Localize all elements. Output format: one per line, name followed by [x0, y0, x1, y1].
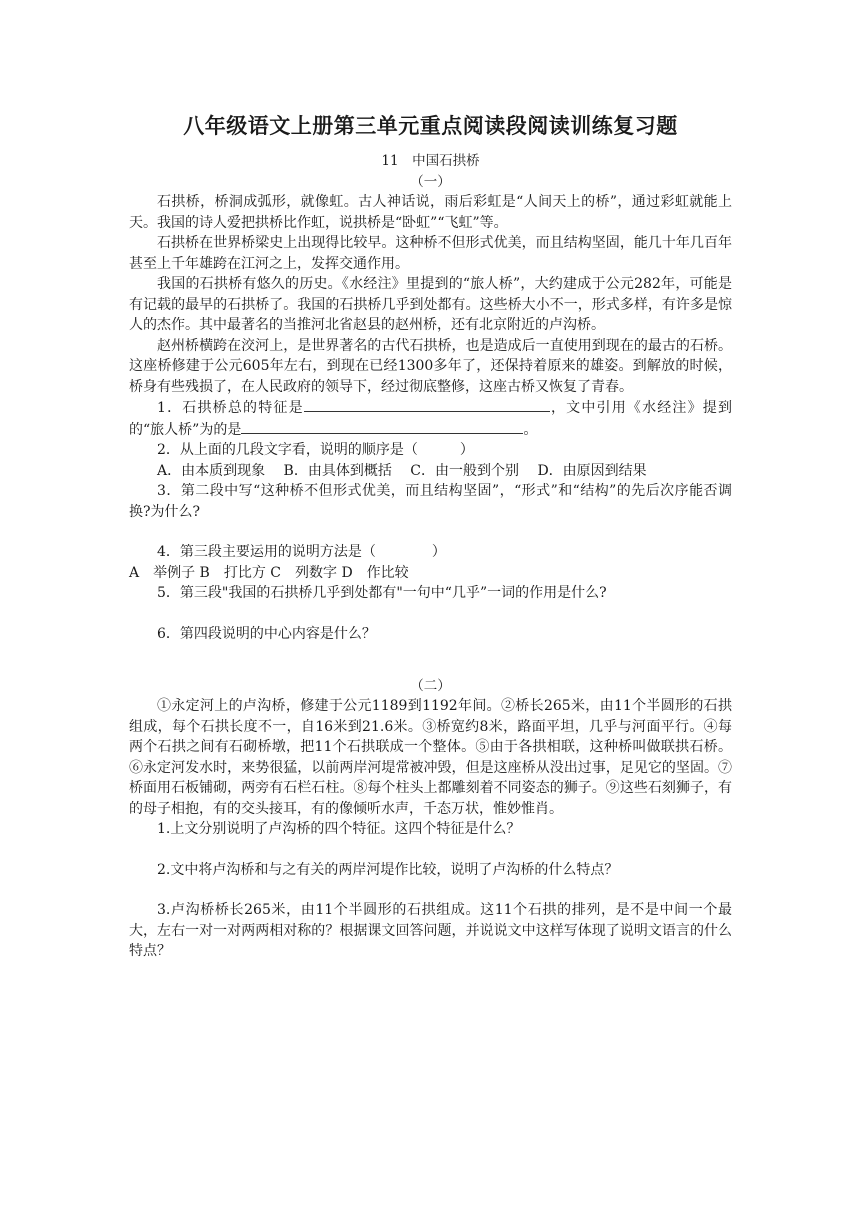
answer-blank[interactable] — [304, 397, 550, 412]
section-2-label: （二） — [410, 678, 451, 694]
passage-1-paragraph-2: 石拱桥在世界桥梁史上出现得比较早。这种桥不但形式优美，而且结构坚固，能几十年几百年甚至上千年雄跨在江河之上，发挥交通作用。 — [129, 235, 732, 272]
question-1-3: 3．第二段中写“这种桥不但形式优美，而且结构坚固”，“形式”和“结构”的先后次序能否调换?为什么? — [129, 483, 732, 520]
question-2-1: 1.上文分别说明了卢沟桥的四个特征。这四个特征是什么？ — [157, 821, 521, 837]
question-1-2: 2．从上面的几段文字看，说明的顺序是（ ） — [157, 442, 474, 458]
answer-space — [129, 604, 732, 624]
question-1-1-end: 。 — [523, 421, 538, 438]
question-2-3: 3.卢沟桥桥长265米，由11个半圆形的石拱组成。这11个石拱的排列，是不是中间一个最大，左右一对一对两两相对称的？根据课文回答问题，并说说文中这样写体现了说明文语言的什么特点？ — [129, 902, 732, 959]
passage-1-paragraph-3: 我国的石拱桥有悠久的历史。《水经注》里提到的“旅人桥”，大约建成于公元282年，可能是有记载的最早的石拱桥了。我国的石拱桥几乎到处都有。这些桥大小不一，形式多样，有许多是惊人的杰作。其中最著名的当推河北省赵县的赵州桥，还有北京附近的卢沟桥。 — [129, 276, 732, 333]
question-2-2: 2.文中将卢沟桥和与之有关的两岸河堤作比较，说明了卢沟桥的什么特点？ — [157, 861, 619, 878]
answer-blank[interactable] — [241, 419, 523, 434]
answer-space — [129, 840, 732, 860]
page-title: 八年级语文上册第三单元重点阅读段阅读训练复习题 — [183, 114, 678, 138]
passage-1-paragraph-1: 石拱桥，桥洞成弧形，就像虹。古人神话说，雨后彩虹是“人间天上的桥”，通过彩虹就能上天。我国的诗人爱把拱桥比作虹，说拱桥是“卧虹”“飞虹”等。 — [129, 194, 732, 231]
answer-space — [129, 522, 732, 542]
question-1-6: 6．第四段说明的中心内容是什么？ — [157, 625, 376, 642]
question-1-2-options: A．由本质到现象 B．由具体到概括 C．由一般到个别 D．由原因到结果 — [157, 462, 647, 479]
question-1-5: 5．第三段"我国的石拱桥几乎到处都有"一句中“几乎”一词的作用是什么? — [157, 585, 607, 601]
answer-space — [129, 644, 732, 676]
answer-space — [129, 880, 732, 900]
question-1-4-options: A 举例子 B 打比方 C 列数字 D 作比较 — [129, 564, 409, 581]
section-1-label: （一） — [410, 174, 451, 190]
passage-1-paragraph-4: 赵州桥横跨在洨河上，是世界著名的古代石拱桥，也是造成后一直使用到现在的最古的石桥。这座桥修建于公元605年左右，到现在已经1300多年了，还保持着原来的雄姿。到解放的时候，桥身有些残损了，在人民政府的领导下，经过彻底整修，这座古桥又恢复了青春。 — [129, 337, 732, 395]
question-1-1 — [129, 397, 732, 440]
lesson-heading: 11 中国石拱桥 — [381, 153, 480, 169]
question-1-1-middle: ，文中引用《水经注》提到的“旅人桥”为的是 — [129, 400, 732, 438]
question-1-1-prefix: 1．石拱桥总的特征是 — [157, 400, 304, 416]
passage-2-paragraph: ①永定河上的卢沟桥，修建于公元1189到1192年间。②桥长265米，由11个半圆形的石拱组成，每个石拱长度不一，自16米到21.6米。③桥宽约8米，路面平坦，几乎与河面平行。④每两个石拱之间有石砌桥墩，把11个石拱联成一个整体。⑤由于各拱相联，这种桥叫做联拱石桥。⑥永定河发水时，来势很猛，以前两岸河堤常被冲毁，但是这座桥从没出过事，足见它的坚固。⑦桥面用石板铺砌，两旁有石栏石柱。⑧每个柱头上都雕刻着不同姿态的狮子。⑨这些石刻狮子，有的母子相抱，有的交头接耳，有的像倾听水声，千态万状，惟妙惟肖。 — [129, 698, 732, 817]
question-1-4: 4．第三段主要运用的说明方法是（ ） — [157, 544, 446, 560]
